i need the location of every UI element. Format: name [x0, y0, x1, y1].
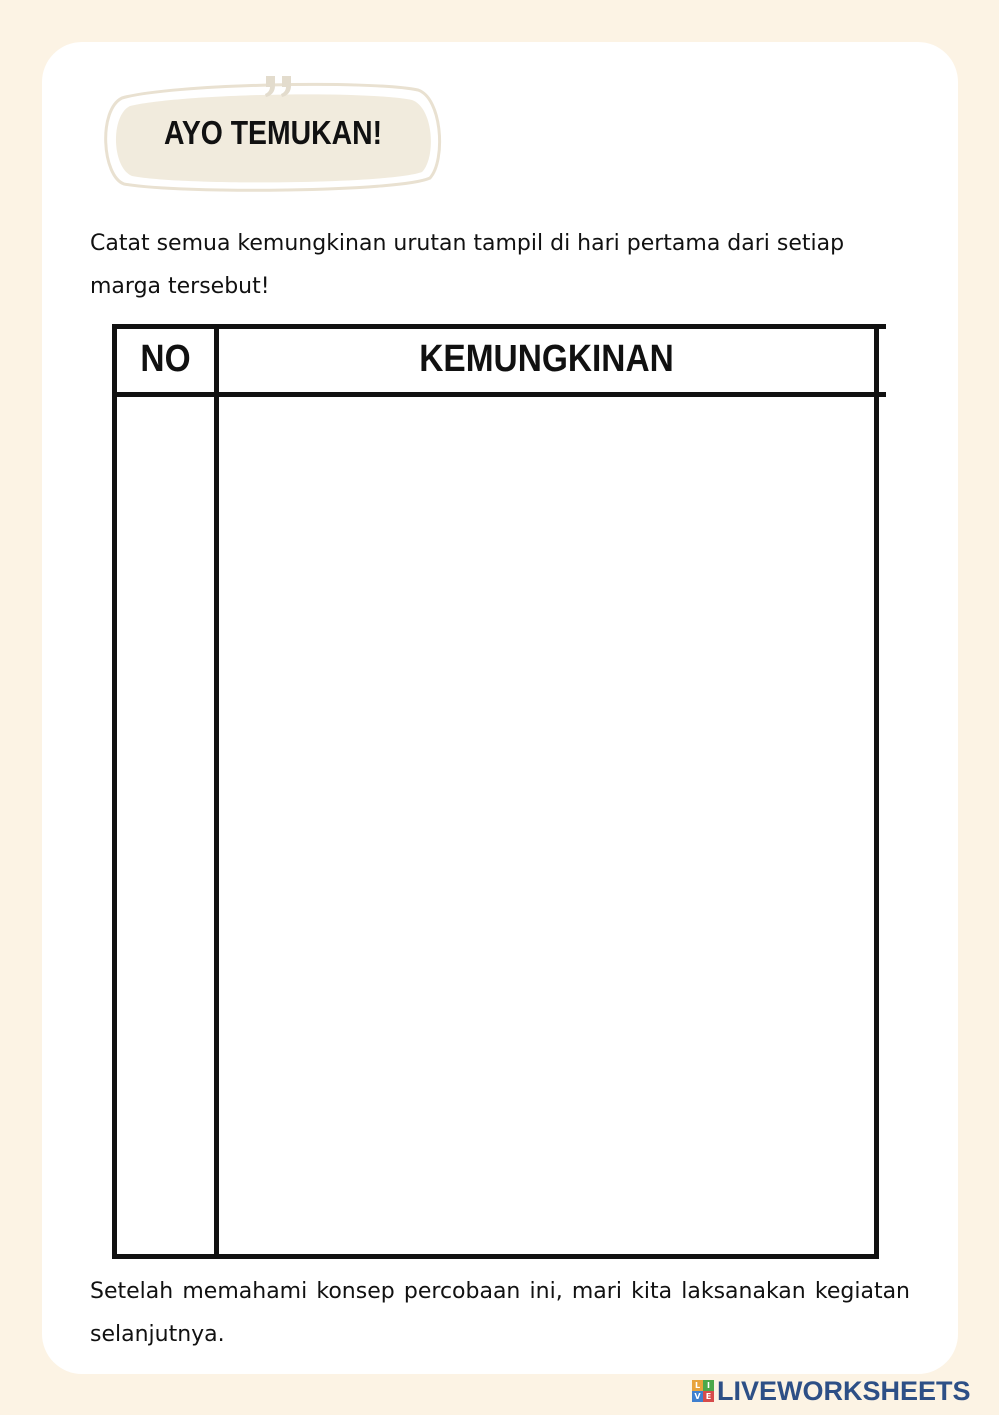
answer-table: [112, 324, 884, 1259]
number-input-area[interactable]: [117, 397, 214, 1254]
logo-letter: E: [703, 1391, 714, 1402]
brand-name: LIVEWORKSHEETS: [717, 1375, 971, 1406]
answer-input-area[interactable]: [219, 397, 874, 1254]
instruction-text: Catat semua kemungkinan urutan tampil di hari pertama dari setiap marga tersebut!: [90, 231, 845, 299]
closing-text: Setelah memahami konsep percobaan ini, mari kita laksanakan kegiatan selanjutnya.: [90, 1279, 910, 1347]
logo-letter: I: [703, 1380, 714, 1391]
page-title: AYO TEMUKAN!: [163, 114, 383, 151]
table-header-no: NO: [140, 338, 191, 380]
title-badge: [100, 80, 446, 193]
quote-icon: [260, 72, 300, 102]
logo-letter: V: [692, 1391, 703, 1402]
liveworksheets-logo-icon: [692, 1380, 714, 1402]
table-bottom-border: [112, 1254, 878, 1259]
liveworksheets-brand[interactable]: [692, 1376, 971, 1406]
table-header-kemungkinan: KEMUNGKINAN: [419, 338, 674, 380]
table-right-border: [874, 324, 879, 1259]
table-top-border: [114, 324, 886, 329]
logo-letter: L: [692, 1380, 703, 1391]
